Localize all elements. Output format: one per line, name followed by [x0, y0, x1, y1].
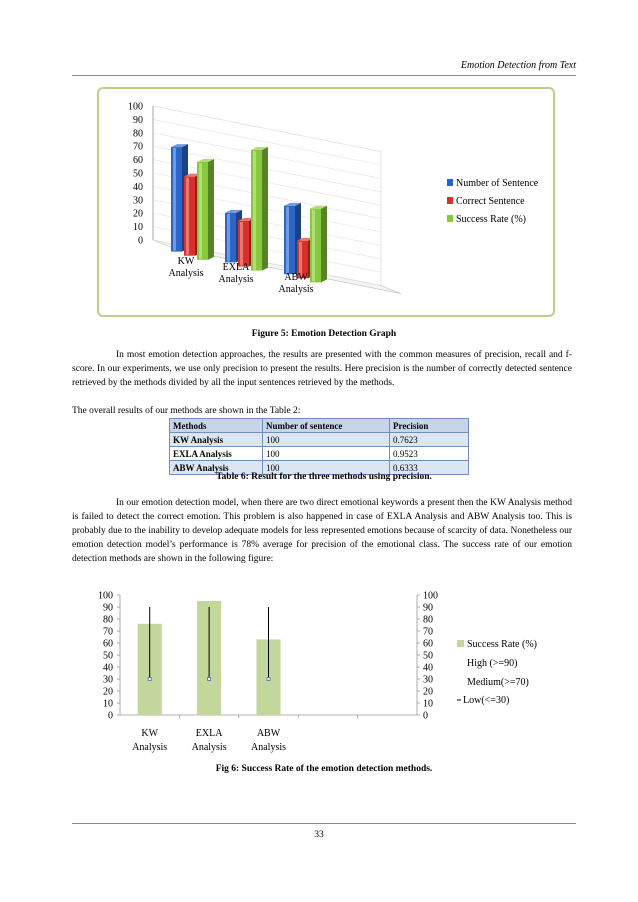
y-tick-label: 90	[103, 602, 113, 614]
y2-tick-label: 30	[423, 674, 433, 686]
figure5-chart-frame	[97, 87, 555, 317]
paragraph-discussion-text: In our emotion detection model, when there are two direct emotional keywords a present then the KW Analysis method is failed to detect the correct emotion. This problem is also happened in case of EXLA Analysis and ABW Analysis too. This is probably due to the inability to develop adequate models for less represented emotions because of scarcity of data. Nonetheless our emotion detection model’s performance is 78% average for precision of the emotional class. The success rate of our emotion detection methods are shown in the following figure:	[72, 498, 572, 564]
bar-highlight	[199, 163, 202, 259]
paragraph-discussion	[72, 496, 572, 566]
y-tick-label: 10	[103, 698, 113, 710]
y2-tick-label: 0	[423, 710, 428, 722]
y-tick-label: 70	[103, 626, 113, 638]
y2-tick-label: 70	[423, 626, 433, 638]
bar-side	[321, 206, 327, 283]
x-tick-label: Analysis	[191, 742, 227, 753]
low-marker	[267, 678, 270, 681]
legend-label: Medium(>=70)	[467, 677, 529, 688]
table-cell-precision: 0.9523	[390, 447, 469, 461]
x-tick-label: Analysis	[278, 284, 314, 295]
table-header-row	[170, 419, 469, 433]
low-marker	[148, 678, 151, 681]
table-cell-sentences: 100	[263, 461, 390, 475]
y-tick-label: 60	[133, 155, 143, 167]
legend-swatch	[447, 179, 453, 186]
x-tick-label: KW	[141, 728, 159, 739]
paragraph-table-intro: The overall results of our methods are shown in the Table 2:	[72, 406, 301, 416]
x-tick-label: Analysis	[168, 268, 204, 279]
bar-highlight	[286, 207, 289, 273]
table-header-methods: Methods	[170, 419, 263, 433]
figure6-caption: Fig 6: Success Rate of the emotion detection methods.	[215, 764, 433, 774]
legend-label: Number of Sentence	[456, 178, 539, 189]
bar-highlight	[312, 210, 315, 282]
x-tick-label: Analysis	[218, 274, 254, 285]
table-cell-method: EXLA Analysis	[170, 447, 263, 461]
bar-side	[208, 159, 214, 260]
y-tick-label: 80	[133, 128, 143, 140]
x-tick-label: ABW	[284, 272, 308, 283]
bar-number-of-sentence	[171, 147, 182, 252]
footer-rule	[72, 823, 576, 824]
figure5-caption: Figure 5: Emotion Detection Graph	[251, 329, 397, 339]
y2-tick-label: 10	[423, 698, 433, 710]
running-header: Emotion Detection from Text	[460, 60, 576, 71]
bar-correct-sentence	[238, 221, 249, 267]
y-tick-label: 100	[98, 590, 113, 602]
paragraph-precision	[72, 348, 572, 390]
table-cell-precision: 0.6333	[390, 461, 469, 475]
legend-label: Success Rate (%)	[467, 639, 537, 650]
x-tick-label: Analysis	[251, 742, 286, 753]
y2-tick-label: 100	[423, 590, 438, 602]
y-tick-label: 20	[133, 208, 143, 220]
y2-tick-label: 60	[423, 638, 433, 650]
legend-label: High (>=90)	[467, 658, 518, 669]
x-tick-label: ABW	[256, 728, 281, 739]
x-tick-label: EXLA	[222, 262, 250, 273]
bar-highlight	[227, 214, 230, 262]
x-tick-label: KW	[177, 256, 195, 267]
y2-tick-label: 90	[423, 602, 433, 614]
y-tick-label: 20	[103, 686, 113, 698]
bar-highlight	[186, 178, 189, 255]
y-tick-label: 50	[133, 168, 143, 180]
table-cell-method: KW Analysis	[170, 433, 263, 447]
legend-label: Low(<=30)	[463, 695, 510, 706]
y2-tick-label: 40	[423, 662, 433, 674]
paragraph-precision-text: In most emotion detection approaches, the results are presented with the common measures of precision, recall and f-score. In our experiments, we use only precision to present the results. Here precision is the number of correctly detected sentence retrieved by the methods divided by all the input sentences retrieved by the methods.	[72, 350, 572, 388]
legend-label: Success Rate (%)	[456, 214, 526, 225]
table-row	[170, 433, 469, 447]
bar-success-rate	[251, 150, 262, 271]
y-tick-label: 0	[138, 235, 143, 247]
y2-tick-label: 80	[423, 614, 433, 626]
bar-success-rate	[197, 162, 208, 260]
y2-tick-label: 20	[423, 686, 433, 698]
table-cell-method: ABW Analysis	[170, 461, 263, 475]
y-tick-label: 60	[103, 638, 113, 650]
figure5-chart	[99, 89, 553, 315]
bar-success-rate	[310, 209, 321, 283]
bar-side	[262, 147, 268, 271]
y-tick-label: 30	[103, 674, 113, 686]
y-tick-label: 100	[128, 101, 143, 113]
header-rule	[72, 75, 576, 76]
bar-correct-sentence	[184, 177, 195, 256]
y-tick-label: 30	[133, 195, 143, 207]
table-cell-precision: 0.7623	[390, 433, 469, 447]
table-header-precision: Precision	[390, 419, 469, 433]
table6-caption: Table 6: Result for the three methods using precision.	[216, 472, 432, 482]
page-number: 33	[314, 830, 324, 840]
table-cell-sentences: 100	[263, 447, 390, 461]
y-tick-label: 50	[103, 650, 113, 662]
x-tick-label: Analysis	[132, 742, 168, 753]
bar-highlight	[253, 151, 256, 270]
figure6-chart-frame	[72, 582, 566, 756]
figure6-chart	[72, 582, 566, 756]
results-table	[169, 418, 469, 475]
y-tick-label: 70	[133, 141, 143, 153]
bar-number-of-sentence	[225, 213, 236, 263]
table-row	[170, 447, 469, 461]
y-tick-label: 40	[133, 181, 143, 193]
legend-label: Correct Sentence	[456, 196, 525, 207]
y-tick-label: 40	[103, 662, 113, 674]
y-tick-label: 80	[103, 614, 113, 626]
legend-swatch	[457, 640, 464, 647]
x-tick-label: EXLA	[195, 728, 223, 739]
legend-swatch	[447, 197, 453, 204]
y-tick-label: 0	[108, 710, 113, 722]
y-tick-label: 90	[133, 114, 143, 126]
bar-number-of-sentence	[284, 206, 295, 274]
low-marker	[208, 678, 211, 681]
bar-highlight	[173, 148, 176, 251]
table-cell-sentences: 100	[263, 433, 390, 447]
legend-swatch	[447, 215, 453, 222]
table-header-sentences: Number of sentence	[263, 419, 390, 433]
bar-highlight	[240, 222, 243, 266]
y-tick-label: 10	[133, 222, 143, 234]
y2-tick-label: 50	[423, 650, 433, 662]
